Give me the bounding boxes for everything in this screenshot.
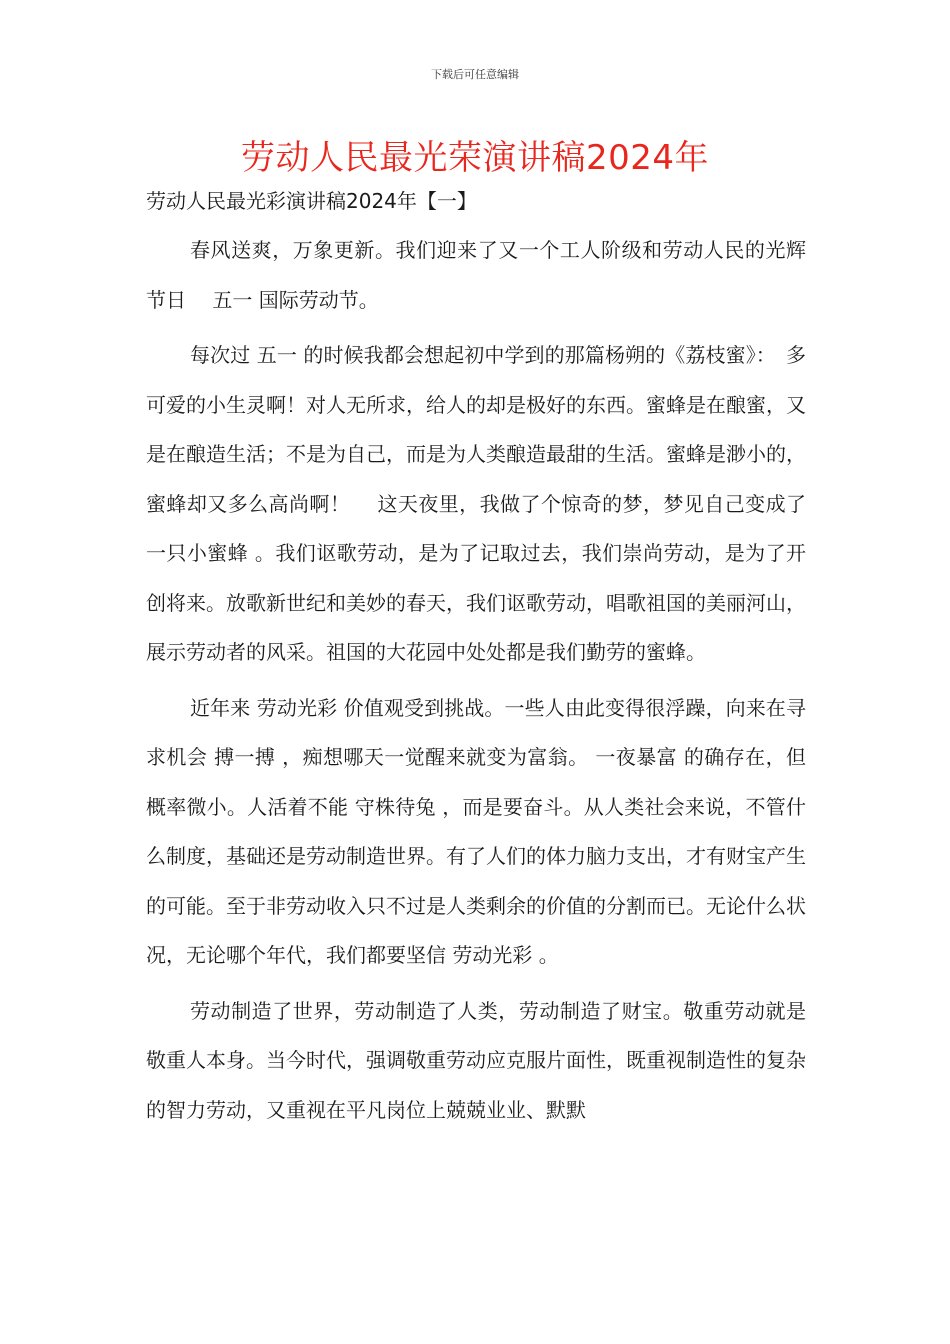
section-heading: 劳动人民最光彩演讲稿2024年【一】 (146, 189, 477, 213)
paragraph: 春风送爽，万象更新。我们迎来了又一个工人阶级和劳动人民的光辉节日 五一 国际劳动节。 (146, 238, 806, 312)
body-text (146, 226, 806, 1141)
paragraph: 近年来 劳动光彩 价值观受到挑战。一些人由此变得很浮躁，向来在寻求机会 搏一搏 ，痴想哪天一觉醒来就变为富翁。 一夜暴富 的确存在，但概率微小。人活着不能 守株待兔 ，而是要奋斗。从人类社会来说，不管什么制度，基础还是劳动制造世界。有了人们的体力脑力支出，才有财宝产生的可能。至于非劳动收入只不过是人类剩余的价值的分割而已。无论什么状况，无论哪个年代，我们都要坚信 劳动光彩 。 (146, 695, 806, 967)
document-title: 劳动人民最光荣演讲稿2024年 (240, 138, 710, 178)
paragraph: 劳动制造了世界，劳动制造了人类，劳动制造了财宝。敬重劳动就是敬重人本身。当今时代，强调敬重劳动应克服片面性，既重视制造性的复杂的智力劳动，又重视在平凡岗位上兢兢业业、默默 (146, 998, 806, 1122)
header-note: 下载后可任意编辑 (431, 68, 519, 81)
paragraph: 每次过 五一 的时候我都会想起初中学到的那篇杨朔的《荔枝蜜》： 多可爱的小生灵啊！对人无所求，给人的却是极好的东西。蜜蜂是在酿蜜，又是在酿造生活；不是为自己，而是为人类酿造最甜的生活。蜜蜂是渺小的，蜜蜂却又多么高尚啊！ 这天夜里，我做了个惊奇的梦，梦见自己变成了一只小蜜蜂 。我们讴歌劳动，是为了记取过去，我们崇尚劳动，是为了开创将来。放歌新世纪和美妙的春天，我们讴歌劳动，唱歌祖国的美丽河山，展示劳动者的风采。祖国的大花园中处处都是我们勤劳的蜜蜂。 (146, 343, 806, 664)
